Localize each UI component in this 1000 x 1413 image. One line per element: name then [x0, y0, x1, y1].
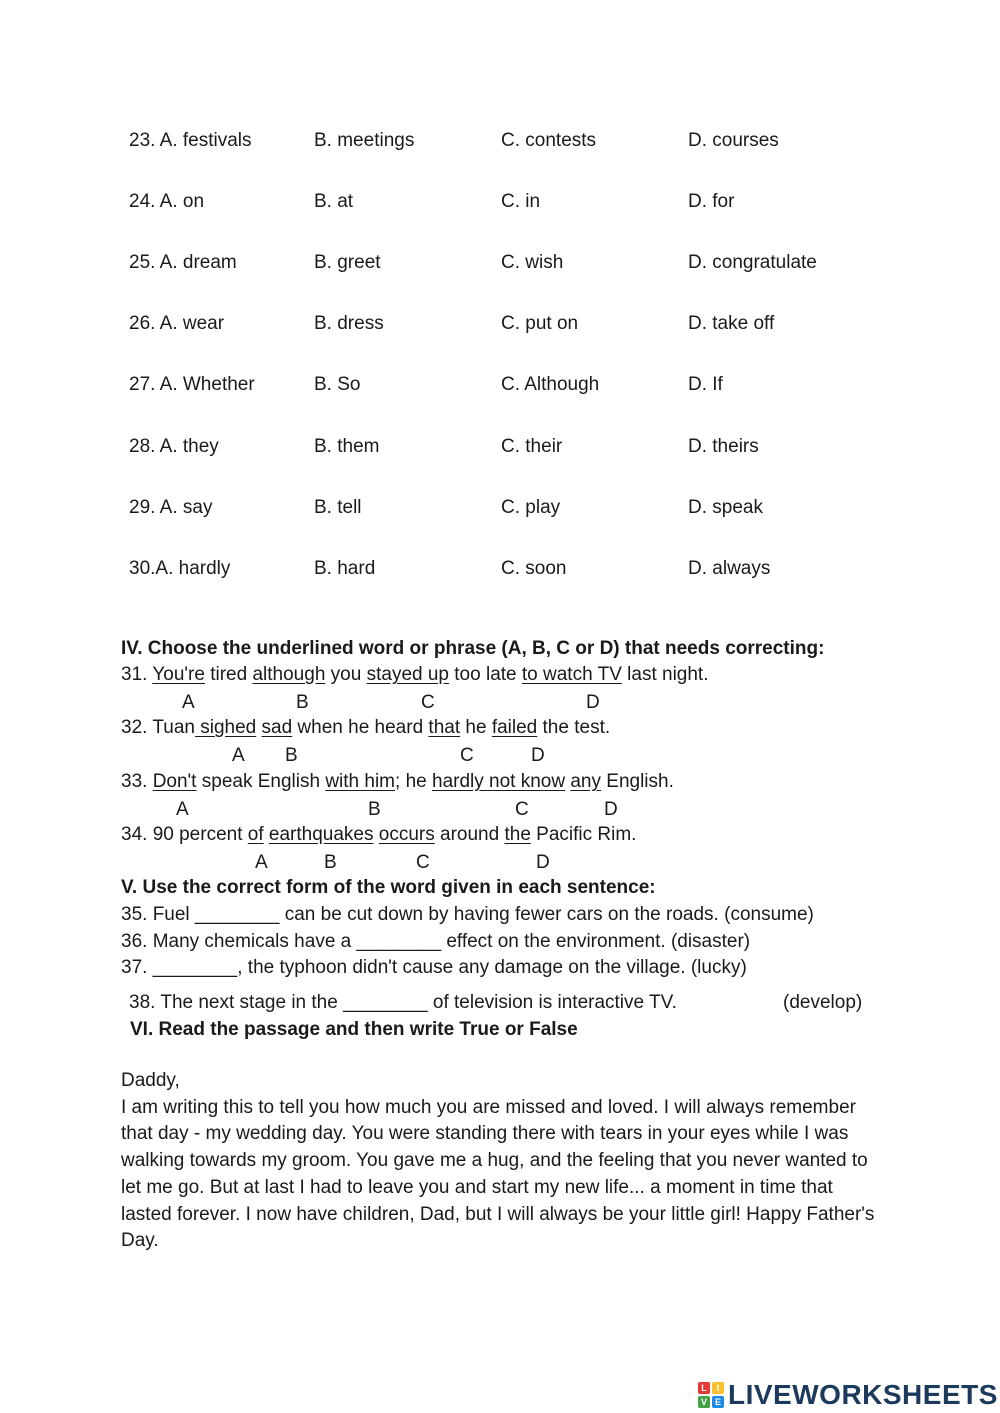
question-38: 38. The next stage in the ________ of television is interactive TV.	[129, 992, 677, 1013]
option-d[interactable]: D. theirs	[688, 436, 759, 457]
answer-letters-34	[0, 852, 1000, 874]
option-b[interactable]: B. tell	[314, 497, 362, 518]
question-37: 37. ________, the typhoon didn't cause any damage on the village. (lucky)	[121, 957, 747, 978]
option-a-phrase[interactable]: of	[247, 824, 264, 845]
option-a-phrase[interactable]: Don't	[152, 771, 197, 792]
option-c[interactable]: C. in	[501, 191, 541, 212]
option-a[interactable]: 28. A. they	[129, 436, 219, 457]
letter-d: D	[604, 799, 618, 820]
option-b-phrase[interactable]: although	[252, 664, 326, 685]
letter-c: C	[460, 745, 474, 766]
letter-b: B	[368, 799, 381, 820]
letter-a: A	[176, 799, 189, 820]
answer-letters-32	[0, 745, 1000, 767]
option-b[interactable]: B. hard	[314, 558, 376, 579]
section-6-heading: VI. Read the passage and then write True or False	[130, 1019, 578, 1040]
passage-body: I am writing this to tell you how much you are missed and loved. I will always remember that day - my wedding day. You were standing there with tears in your eyes while I was walking towards my groom. You gave me a hug, and the feeling that you never wanted to let me go. But at last I had to leave you and start my new life... a moment in time that lasted forever. I now have children, Dad, but I will always be your little girl! Happy Father's Day.	[121, 1096, 875, 1252]
question-35: 35. Fuel ________ can be cut down by having fewer cars on the roads. (consume)	[121, 904, 814, 925]
option-a[interactable]: 24. A. on	[129, 191, 205, 212]
option-d[interactable]: D. take off	[688, 313, 775, 334]
option-c[interactable]: C. put on	[501, 313, 579, 334]
option-b-phrase[interactable]: with him	[325, 771, 396, 792]
letter-b: B	[285, 745, 298, 766]
option-d[interactable]: D. speak	[688, 497, 763, 518]
option-a-phrase[interactable]: You're	[152, 664, 205, 685]
mc-row-29	[0, 496, 1000, 520]
answer-letters-33	[0, 799, 1000, 821]
option-d-phrase[interactable]: any	[570, 771, 601, 792]
answer-letters-31	[0, 692, 1000, 714]
logo-text: LIVEWORKSHEETS	[728, 1379, 998, 1410]
mc-row-23	[0, 129, 1000, 153]
section-5-heading: V. Use the correct form of the word given in each sentence:	[121, 877, 656, 898]
option-c-phrase[interactable]: hardly not know	[432, 771, 566, 792]
option-d-phrase[interactable]: to watch TV	[521, 664, 622, 685]
letter-c: C	[416, 852, 430, 873]
letter-a: A	[182, 692, 195, 713]
letter-c: C	[515, 799, 529, 820]
mc-row-28	[0, 435, 1000, 459]
option-d[interactable]: D. for	[688, 191, 735, 212]
option-d-phrase[interactable]: failed	[491, 717, 538, 738]
section-4-heading: IV. Choose the underlined word or phrase (A, B, C or D) that needs correcting:	[121, 638, 825, 659]
question-33: 33. Don't speak English with him; he hardly not know any English.	[121, 771, 674, 792]
letter-c: C	[421, 692, 435, 713]
option-b[interactable]: B. greet	[314, 252, 381, 273]
option-b[interactable]: B. So	[314, 374, 361, 395]
letter-d: D	[536, 852, 550, 873]
option-b[interactable]: B. them	[314, 436, 380, 457]
option-a[interactable]: 30.A. hardly	[129, 558, 231, 579]
mc-row-27	[0, 373, 1000, 397]
option-c[interactable]: C. play	[501, 497, 561, 518]
option-c-phrase[interactable]: that	[428, 717, 461, 738]
option-c[interactable]: C. wish	[501, 252, 564, 273]
option-c[interactable]: C. contests	[501, 130, 597, 151]
option-b-phrase[interactable]: earthquakes	[268, 824, 374, 845]
option-b-phrase[interactable]: sad	[261, 717, 293, 738]
letter-b: B	[296, 692, 309, 713]
option-a[interactable]: 29. A. say	[129, 497, 213, 518]
question-36: 36. Many chemicals have a ________ effect on the environment. (disaster)	[121, 931, 751, 952]
question-32: 32. Tuan sighed sad when he heard that he failed the test.	[121, 717, 611, 738]
letter-b: B	[324, 852, 337, 873]
option-d[interactable]: D. If	[688, 374, 723, 395]
passage-salutation: Daddy,	[121, 1070, 180, 1091]
option-a[interactable]: 26. A. wear	[129, 313, 225, 334]
option-a[interactable]: 27. A. Whether	[129, 374, 255, 395]
option-d[interactable]: D. courses	[688, 130, 779, 151]
question-34: 34. 90 percent of earthquakes occurs around the Pacific Rim.	[121, 824, 637, 845]
liveworksheets-logo	[698, 1380, 998, 1410]
option-c-phrase[interactable]: occurs	[378, 824, 435, 845]
option-d[interactable]: D. always	[688, 558, 771, 579]
option-a[interactable]: 25. A. dream	[129, 252, 237, 273]
letter-a: A	[255, 852, 268, 873]
letter-d: D	[531, 745, 545, 766]
mc-row-30	[0, 557, 1000, 581]
mc-row-24	[0, 190, 1000, 214]
option-b[interactable]: B. at	[314, 191, 354, 212]
option-c[interactable]: C. soon	[501, 558, 567, 579]
option-d-phrase[interactable]: the	[504, 824, 531, 845]
option-a-phrase[interactable]: sighed	[194, 717, 257, 738]
letter-d: D	[586, 692, 600, 713]
mc-row-25	[0, 251, 1000, 275]
reading-passage	[121, 1068, 881, 1255]
option-a[interactable]: 23. A. festivals	[129, 130, 252, 151]
mc-row-26	[0, 312, 1000, 336]
question-38-hint: (develop)	[783, 992, 863, 1013]
option-c[interactable]: C. their	[501, 436, 563, 457]
option-c-phrase[interactable]: stayed up	[366, 664, 449, 685]
question-31: 31. You're tired although you stayed up too late to watch TV last night.	[121, 664, 709, 685]
option-b[interactable]: B. meetings	[314, 130, 415, 151]
logo-mark-icon: L I V E	[698, 1382, 724, 1408]
option-d[interactable]: D. congratulate	[688, 252, 817, 273]
option-c[interactable]: C. Although	[501, 374, 600, 395]
option-b[interactable]: B. dress	[314, 313, 384, 334]
letter-a: A	[232, 745, 245, 766]
